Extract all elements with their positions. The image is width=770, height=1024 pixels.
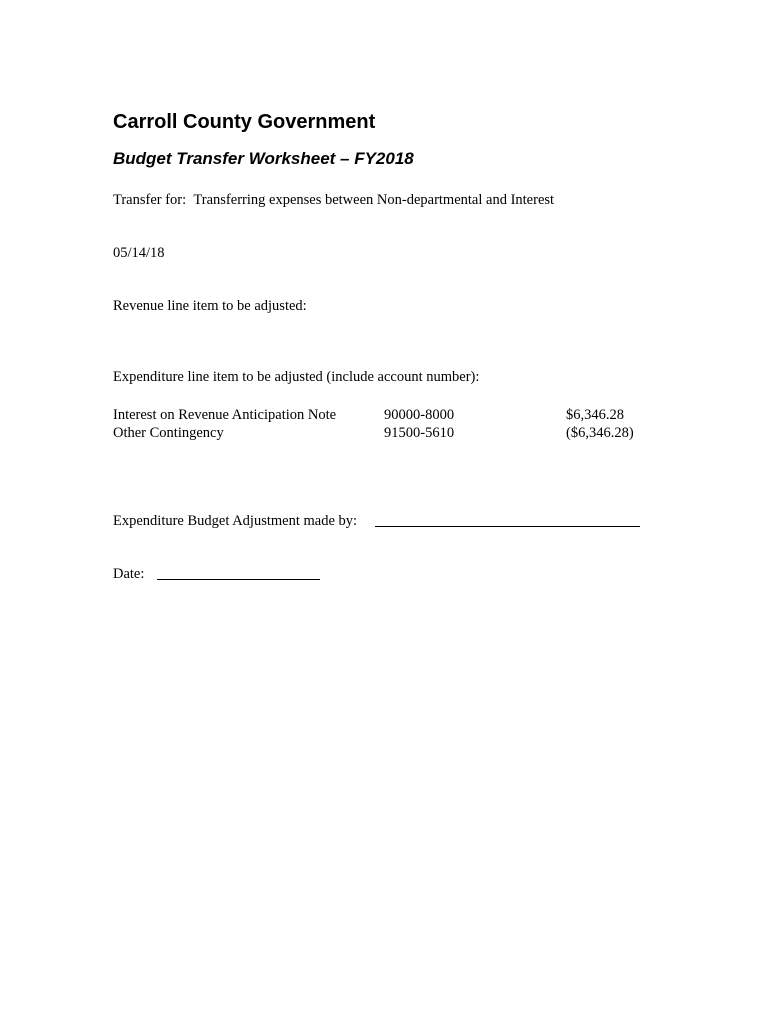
form-title: Budget Transfer Worksheet – FY2018 [113, 149, 414, 168]
revenue-section-label: Revenue line item to be adjusted: [113, 298, 307, 314]
document-date: 05/14/18 [113, 245, 165, 261]
adjustment-signature-line[interactable] [375, 526, 640, 527]
line-item-account: 91500-5610 [384, 425, 455, 441]
line-item-amount: $6,346.28 [566, 407, 624, 423]
line-item-amount: ($6,346.28) [566, 425, 634, 441]
expenditure-line-item [113, 407, 653, 425]
transfer-label: Transfer for: [113, 192, 187, 208]
transfer-description: Transferring expenses between Non-departmental and Interest [193, 192, 555, 208]
expenditure-section-label: Expenditure line item to be adjusted (include account number): [113, 369, 480, 385]
date-label: Date: [113, 566, 145, 582]
date-signature-line[interactable] [157, 579, 320, 580]
line-item-description: Other Contingency [113, 425, 224, 441]
line-item-description: Interest on Revenue Anticipation Note [113, 407, 337, 423]
adjustment-made-by-label: Expenditure Budget Adjustment made by: [113, 513, 358, 529]
line-item-account: 90000-8000 [384, 407, 455, 423]
expenditure-line-item [113, 425, 653, 443]
transfer-line [113, 193, 554, 208]
organization-title: Carroll County Government [113, 111, 376, 133]
